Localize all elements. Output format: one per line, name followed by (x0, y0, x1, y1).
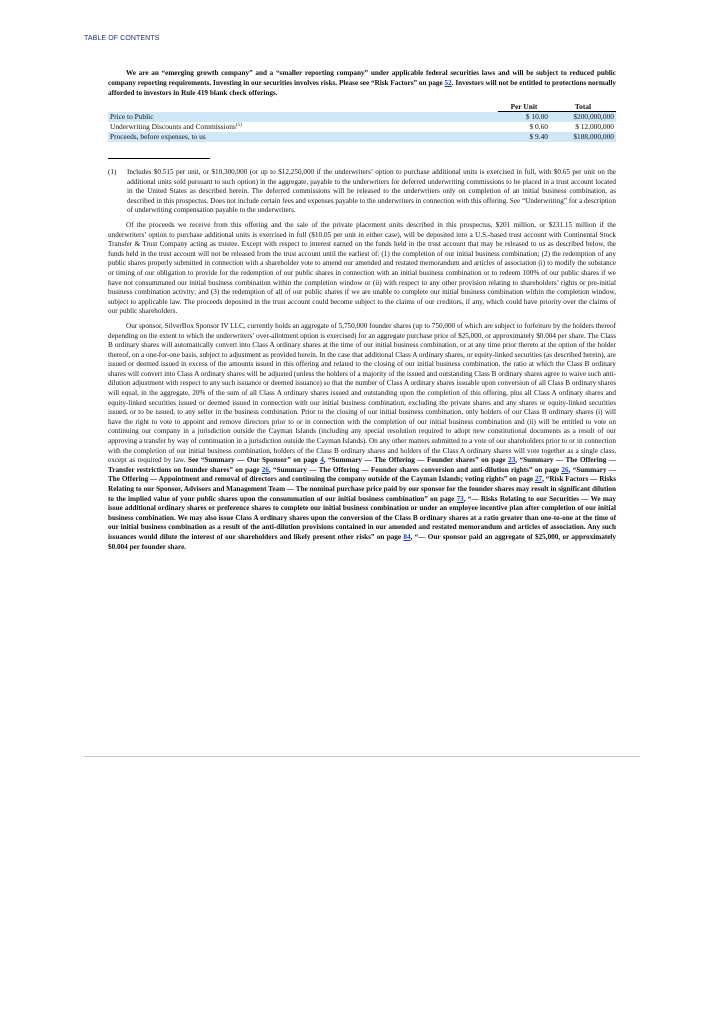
sponsor-paragraph: Our sponsor, SilverBox Sponsor IV LLC, currently holds an aggregate of 5,750,000 founder shares (up to 750,000 of which are subject to forfeiture by the holders thereof depending on the extent to which the underwriters’ over-allotment option is exercised) for an aggregate purchase price of $25,000, or approximately $0.004 per share. The Class B ordinary shares will automatically convert into Class A ordinary shares at the time of our initial business combination, or at any time prior thereto at the option of the holder thereof, on a one-for-one basis, subject to adjustment as provided herein. In the case that additional Class A ordinary shares, or equity-linked securities (as described herein), are issued or deemed issued in excess of the amounts issued in this offering and related to the closing of our initial business combination, the ratio at which the Class B ordinary shares will convert into Class A ordinary shares will be adjusted (unless the holders of a majority of the issued and outstanding Class B ordinary shares agree to waive such anti-dilution adjustment with respect to any such issuance or deemed issuance) so that the number of Class A ordinary shares issuable upon conversion of all Class B ordinary shares will equal, in the aggregate, 20% of the sum of all Class A ordinary shares issued and outstanding upon the completion of this offering, plus all Class A ordinary shares and equity-linked securities issued or deemed issued in connection with our initial business combination, excluding the private shares and any shares or equity-linked securities issued, or to be issued, to any seller in the business combination. Prior to the closing of our initial business combination, only holders of our Class B ordinary shares (i) will have the right to vote to appoint and remove directors prior to or in connection with the completion of our initial business combination and (ii) will be entitled to vote on continuing our company in a jurisdiction outside the Cayman Islands (including any special resolution required to adopt new constitutional documents as a result of our approving a transfer by way of continuation in a jurisdiction outside the Cayman Islands). On any other matters submitted to a vote of our shareholders prior to or in connection with the completion of our initial business combination, holders of the Class B ordinary shares and holders of the Class A ordinary shares will vote together as a single class, except as required by law. See “Summary — Our Sponsor” on page 4, “Summary — The Offering — Founder shares” on page 23, “Summary — The Offering — Transfer restrictions on founder shares” on page 26, “Summary — The Offering — Founder shares conversion and anti-dilution rights” on page 26, “Summary — The Offering — Appointment and removal of directors and continuing the company outside of the Cayman Islands; voting rights” on page 27, “Risk Factors — Risks Relating to our Sponsor, Advisors and Management Team — The nominal purchase price paid by our sponsor for the founder shares may result in significant dilution to the implied value of your public shares upon the consummation of our initial business combination” on page 73, “— Risks Relating to our Securities — We may issue additional ordinary shares or preference shares to complete our initial business combination or under an employee incentive plan after completion of our initial business combination. We may also issue Class A ordinary shares upon the conversion of the Class B ordinary shares at a ratio greater than one-to-one at the time of our initial business combination as a result of the anti-dilution provisions contained in our amended and restated memorandum and articles of association. Any such issuances would dilute the interest of our shareholders and likely present other risks” on page 84, “— Our sponsor paid an aggregate of $25,000, or approximately $0.004 per founder share. (108, 321, 617, 551)
page-link[interactable]: 73 (456, 494, 464, 503)
row-label: Proceeds, before expenses, to us (108, 132, 498, 142)
page-link[interactable]: 26 (261, 465, 269, 474)
footnote-reference: (1) (235, 122, 242, 129)
trust-account-paragraph: Of the proceeds we receive from this offering and the sale of the private placement units described in this prospectus, $201 million, or $231.15 million if the underwriters’ option to purchase additional units is exercised in full ($10.05 per unit in either case), will be deposited into a U.S.-based trust account with Continental Stock Transfer & Trust Company acting as trustee. Except with respect to interest earned on the funds held in the trust account that may be released to us as described below, the funds held in the trust account will not be released from the trust account until the earliest of: (1) the completion of our initial business combination; (2) the redemption of any public shares properly submitted in connection with a shareholder vote to amend our amended and restated memorandum and articles of association (i) to modify the substance or timing of our obligation to provide for the redemption of our public shares in connection with an initial business combination or to redeem 100% of our public shares if we have not consummated our initial business combination within the completion window or (ii) with respect to any other provision relating to shareholders’ rights or pre-initial business combination activity; and (3) the redemption of all of our public shares if we are unable to complete our initial business combination within the completion window, subject to applicable law. The proceeds deposited in the trust account could become subject to the claims of our creditors, if any, which could have priority over the claims of our public shareholders. (108, 220, 616, 316)
table-row (108, 112, 616, 123)
row-label: Price to Public (108, 112, 498, 123)
page-link[interactable]: 84 (403, 532, 411, 541)
page-link[interactable]: 26 (561, 465, 569, 474)
page-link[interactable]: 27 (534, 475, 543, 484)
row-label: Underwriting Discounts and Commissions$^{(1)}$ (110, 122, 242, 132)
table-of-contents-link[interactable]: TABLE OF CONTENTS (84, 35, 160, 42)
risk-factors-page-link[interactable]: 52 (444, 79, 452, 87)
footnote (108, 168, 616, 216)
table-row (108, 122, 616, 132)
pricing-label-header (108, 101, 498, 112)
footnote-marker: (1) (108, 168, 117, 176)
total-header: Total (550, 101, 616, 112)
page-link[interactable]: 23 (508, 456, 516, 465)
total-cell: $188,000,000 (550, 132, 616, 142)
per-unit-cell: $ 10.00 (498, 112, 550, 123)
pricing-header-row (108, 101, 616, 112)
total-cell: $ 12,000,000 (575, 122, 614, 132)
intro-paragraph (108, 68, 616, 98)
prospectus-page (108, 68, 616, 552)
footnote-divider (108, 158, 210, 159)
pricing-table (108, 101, 616, 142)
total-cell: $200,000,000 (550, 112, 616, 123)
per-unit-cell: $ 0.60 (529, 122, 548, 132)
page-link[interactable]: 4 (320, 456, 324, 465)
table-row (108, 132, 616, 142)
intro-text-end: . Investors will not be entitled to protections normally afforded to investors in Rule 419 blank check offerings. (108, 79, 616, 97)
per-unit-cell: $ 9.40 (498, 132, 550, 142)
page-bottom-divider (84, 756, 640, 757)
intro-text: We are an “emerging growth company” and a “smaller reporting company” under applicable federal securities laws and will be subject to reduced public company reporting requirements. Investing in our securities involves risks. Please see “Risk Factors” on page (108, 69, 616, 87)
footnote-text: Includes $0.515 per unit, or $10,300,000 (or up to $12,250,000 if the underwriters’ option to purchase additional units is exercised in full, with $0.65 per unit on the additional units sold pursuant to such option) in the aggregate, payable to the underwriters for deferred underwriting commissions to be placed in a trust account located in the United States as described herein. The deferred commissions will be released to the underwriters only on completion of an initial business combination, as described in this prospectus. Does not include certain fees and expenses payable to the underwriters in connection with this offering. See “Underwriting” for a description of underwriting compensation payable to the underwriters. (127, 168, 616, 215)
per-unit-header: Per Unit (498, 101, 550, 112)
